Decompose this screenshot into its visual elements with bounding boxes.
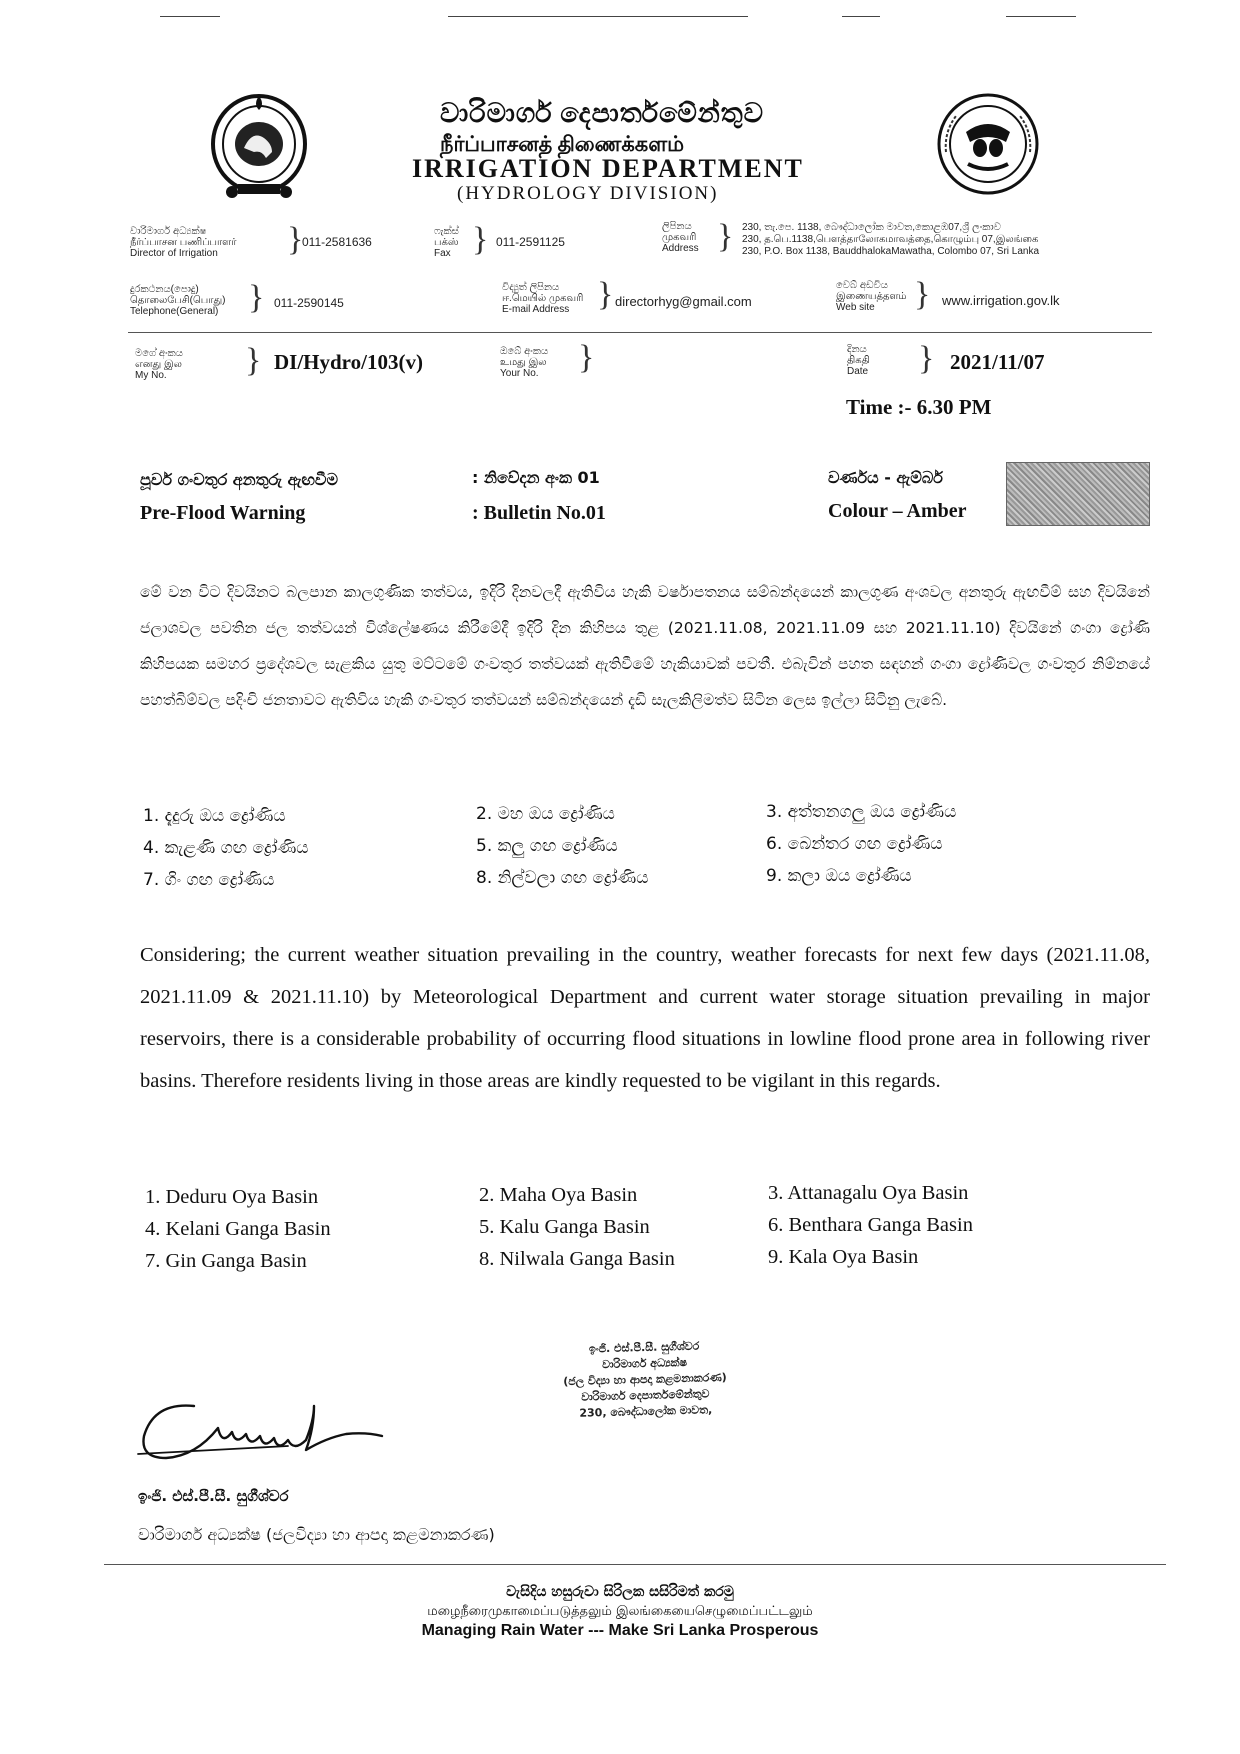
warning-title: Pre-Flood Warning (140, 502, 306, 524)
telephone-label: දුරකථනය(පොදු) தொலைபேசி(பொது) Telephone(General) (130, 284, 226, 317)
signatory-name: ඉංජි. එස්.පී.සී. සුගීශ්වර (138, 1487, 289, 1505)
brace: } (597, 276, 614, 313)
colour-sinhala: වර්ණය - ඇම්බර් (828, 468, 943, 487)
director-phone: 011-2581636 (302, 235, 372, 249)
bulletin-sinhala: : නිවේදන අංක 01 (472, 468, 600, 487)
brace: } (245, 342, 262, 379)
email-link[interactable]: directorhyg@gmail.com (615, 294, 752, 309)
date-label: දිනය திகதி Date (847, 344, 870, 377)
irrigation-department-logo-icon (936, 92, 1040, 201)
official-stamp: ඉංජි. එස්.පී.සී. සුගීශ්වර වාරිමාර්ග අධ්‍යක්ෂ (ජල විද්‍යා හා ආපදා කළමනාකරණ) වාරිමාර්ග දෙපාර්තමේන්තුව 230, බෞද්ධාලෝක මාවත, (563, 1339, 727, 1420)
basin-item: 3. Attanagalu Oya Basin (768, 1182, 969, 1204)
title-tamil: நீர்ப்பாசனத் திணைக்களம் (440, 132, 685, 156)
letter-time: Time :- 6.30 PM (846, 395, 992, 419)
basin-item: 7. Gin Ganga Basin (145, 1250, 307, 1272)
basin-item: 5. Kalu Ganga Basin (479, 1216, 650, 1238)
signatory-title: වාරිමාර්ග අධ්‍යක්ෂ (ජලවිද්‍යා හා ආපදා කළමනාකරණ) (138, 1525, 495, 1544)
basin-item: 7. ගිං ගඟ ද්‍රෝණිය (143, 870, 275, 890)
footer-slogan-english: Managing Rain Water --- Make Sri Lanka Prosperous (421, 1622, 819, 1639)
address-label: ලිපිනය முகவரி Address (662, 221, 699, 254)
website-link[interactable]: www.irrigation.gov.lk (942, 293, 1060, 308)
basin-item: 8. නිල්වලා ගඟ ද්‍රෝණිය (476, 868, 649, 888)
basin-item: 1. Deduru Oya Basin (145, 1186, 319, 1208)
brace: } (914, 276, 931, 313)
fax-number: 011-2591125 (496, 235, 565, 249)
scan-mark (842, 16, 880, 17)
address-value: 230, තැ.පෙ. 1138, බෞද්ධාලෝක මාවත,කොළඹ07,ශ්‍රී ලංකාව 230, த.பெ.1138,பௌத்தாலோகமாவத்தை,கொழும்பு 07,இலங்கை 230, P.O. Box 1138, BauddhalokaMawatha, Colombo 07, Sri Lanka (742, 222, 1040, 257)
your-no-label: ඔබේ අංකය உமது இல Your No. (500, 346, 549, 379)
scan-mark (160, 16, 220, 17)
reference-number: DI/Hydro/103(v) (274, 350, 423, 374)
fax-label: ෆැක්ස් பக்ஸ் Fax (434, 226, 459, 259)
my-no-label: මගේ අංකය எனது இல My No. (135, 348, 183, 381)
basin-item: 4. Kelani Ganga Basin (145, 1218, 331, 1240)
basin-item: 3. අත්තනගලු ඔය ද්‍රෝණිය (766, 802, 957, 822)
telephone-number: 011-2590145 (274, 296, 344, 310)
basin-item: 6. Benthara Ganga Basin (768, 1214, 973, 1236)
brace: } (287, 221, 304, 258)
divider (128, 332, 1152, 333)
website-label: වෙබ් අඩවිය இணையத்தளம் Web site (836, 280, 907, 313)
colour-swatch (1006, 462, 1150, 526)
title-sinhala: වාරිමාර්ග දෙපාර්තමේන්තුව (440, 98, 765, 128)
basin-item: 2. Maha Oya Basin (479, 1184, 638, 1206)
division-title: (HYDROLOGY DIVISION) (457, 183, 719, 204)
colour-label: Colour – Amber (828, 500, 967, 522)
brace: } (248, 279, 265, 316)
sri-lanka-emblem-icon (208, 92, 310, 207)
director-label: වාරිමාර්ග අධ්‍යක්ෂ நீர்ப்பாசன பணிப்பாளர் Director of Irrigation (130, 226, 237, 259)
basin-item: 1. දැදුරු ඔය ද්‍රෝණිය (143, 806, 286, 826)
basin-item: 8. Nilwala Ganga Basin (479, 1248, 675, 1270)
email-label: විද්‍යුත් ලිපිනය ஈ.மெயில் முகவரி E-mail Address (502, 282, 584, 315)
scan-mark (448, 16, 748, 17)
brace: } (717, 218, 734, 255)
basin-item: 9. Kala Oya Basin (768, 1246, 919, 1268)
footer-slogan-sinhala: වැසිදිය හසුරුවා සිරිලක සසිරිමත් කරමු (506, 1584, 734, 1600)
title-english: IRRIGATION DEPARTMENT (412, 154, 804, 183)
basin-item: 9. කලා ඔය ද්‍රෝණිය (766, 866, 912, 886)
basin-item: 2. මහ ඔය ද්‍රෝණිය (476, 804, 615, 824)
basin-item: 4. කැළණි ගඟ ද්‍රෝණිය (143, 838, 309, 858)
body-sinhala: මේ වන විට දිවයිනට බලපාන කාලගුණික තත්වය, ඉදිරි දිනවලදී ඇතිවිය හැකි වර්ෂාපතනය සම්බන්දයෙන් කාලගුණ අංශවල අනතුරු ඇඟවීම් සහ දිවයිනේ ජලාශවල පවතින ජල තත්වයන් විශ්ලේෂණය කිරීමේදී ඉදිරි දින කිහිපය තුළ (2021.11.08, 2021.11.09 සහ 2021.11.10) දිවයිනේ ගංගා ද්‍රෝණි කිහිපයක සමහර ප්‍රදේශවල සැළකිය යුතු මට්ටමේ ගංවතුර තත්වයක් ඇතිවීමේ හැකියාවක් පවතී. එබැවින් පහත සඳහන් ගංගා ද්‍රෝණිවල ගංවතුර නිම්නයේ පහත්බිම්වල පදිංචි ජනතාවට ඇතිවිය හැකි ගංවතුර තත්වයන් සම්බන්දයෙන් දැඩි සැලකිලිමත්ව සිටින ලෙස ඉල්ලා සිටිනු ලැබේ. (140, 583, 1150, 709)
letter-date: 2021/11/07 (950, 350, 1045, 374)
footer-slogan-tamil: மழைநீரைமுகாமைப்படுத்தலும் இலங்கையைசெழுமைப்பட்டலும் (427, 1604, 813, 1619)
brace: } (918, 340, 935, 377)
scan-mark (1006, 16, 1076, 17)
bulletin-number: : Bulletin No.01 (472, 502, 606, 524)
brace: } (578, 339, 595, 376)
basin-item: 5. කලු ගඟ ද්‍රෝණිය (476, 836, 618, 856)
warning-title-sinhala: පූර්ව ගංවතුර අනතුරු ඇඟවීම (140, 470, 338, 489)
basin-item: 6. බෙන්තර ගඟ ද්‍රෝණිය (766, 834, 943, 854)
footer-divider (104, 1564, 1166, 1565)
body-english: Considering; the current weather situation prevailing in the country, weather forecasts for next few days (2021.11.08, 2021.11.09 & 2021.11.10) by Meteorological Department and current water storage situation prevailing in major reservoirs, there is a considerable probability of occurring flood situations in lowline flood prone area in following river basins. Therefore residents living in those areas are kindly requested to be vigilant in this regards. (140, 944, 1150, 1092)
signature-image (134, 1388, 424, 1473)
brace: } (472, 221, 489, 258)
